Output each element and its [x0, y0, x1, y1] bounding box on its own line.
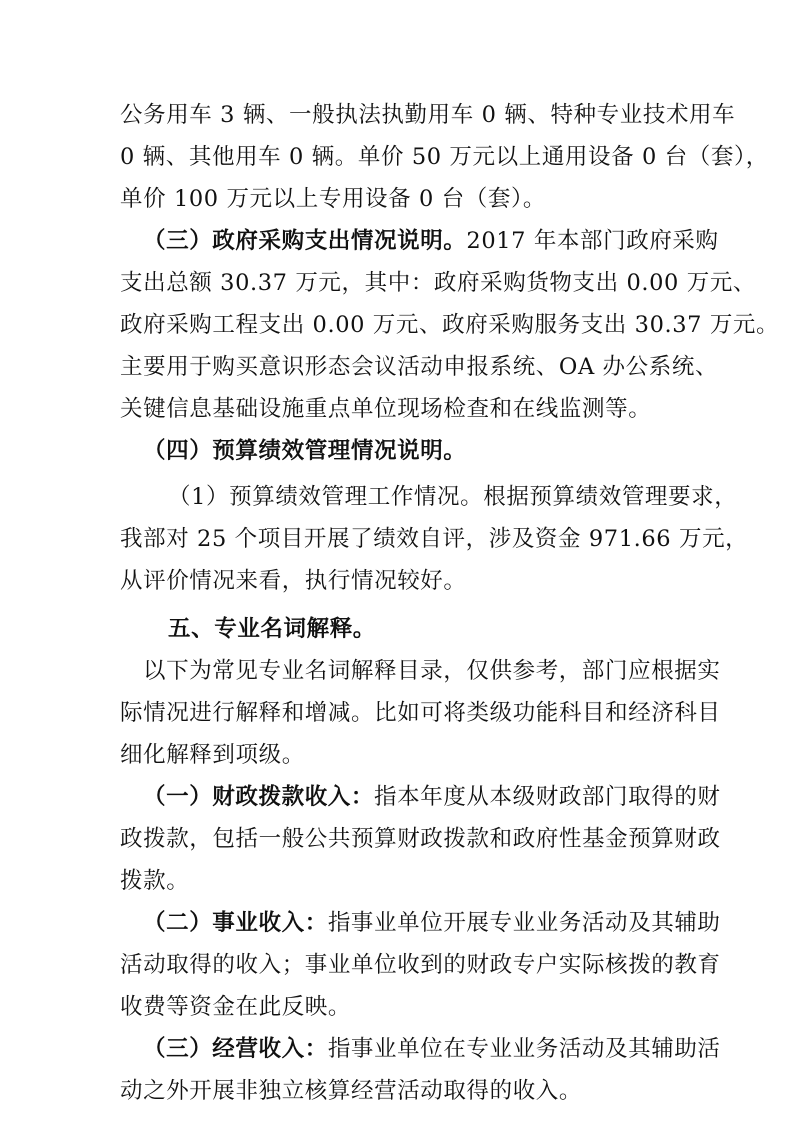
body-text-line: 政拨款，包括一般公共预算财政拨款和政府性基金预算财政: [120, 826, 721, 852]
body-text-line: 收费等资金在此反映。: [120, 994, 352, 1020]
term-label: （一）财政拨款收入：: [143, 784, 375, 810]
body-text-line: 单价 100 万元以上专用设备 0 台（套）。: [120, 186, 546, 212]
body-text-line: 细化解释到项级。: [120, 742, 305, 768]
body-text-line: 拨款。: [120, 868, 190, 894]
body-text: 指事业单位在专业业务活动及其辅助活: [327, 1036, 721, 1062]
body-text-line: 际情况进行解释和增减。比如可将类级功能科目和经济科目: [120, 700, 721, 726]
section-heading: （四）预算绩效管理情况说明。: [143, 438, 467, 464]
body-text: 2017 年本部门政府采购: [466, 228, 719, 254]
body-text-line: 0 辆、其他用车 0 辆。单价 50 万元以上通用设备 0 台（套），: [120, 144, 769, 170]
body-text: 指事业单位开展专业业务活动及其辅助: [327, 910, 721, 936]
body-text-line: 支出总额 30.37 万元，其中：政府采购货物支出 0.00 万元、: [120, 270, 757, 296]
term-label: （二）事业收入：: [143, 910, 328, 936]
body-text-line: 我部对 25 个项目开展了绩效自评，涉及资金 971.66 万元，: [120, 526, 749, 552]
term-definition: [143, 782, 721, 812]
term-label: （三）经营收入：: [143, 1036, 328, 1062]
body-text-line: 动之外开展非独立核算经营活动取得的收入。: [120, 1078, 583, 1104]
body-text-line: 从评价情况来看，执行情况较好。: [120, 568, 467, 594]
term-definition: [143, 1034, 721, 1064]
body-text-line: 主要用于购买意识形态会议活动申报系统、OA 办公系统、: [120, 354, 719, 380]
section-heading: 五、专业名词解释。: [168, 616, 376, 642]
body-text-line: 政府采购工程支出 0.00 万元、政府采购服务支出 30.37 万元。: [120, 312, 780, 338]
body-text-line: 活动取得的收入；事业单位收到的财政专户实际核拨的教育: [120, 952, 721, 978]
term-definition: [143, 908, 721, 938]
body-text: 指本年度从本级财政部门取得的财: [374, 784, 721, 810]
body-text-line: （1）预算绩效管理工作情况。根据预算绩效管理要求，: [168, 484, 738, 510]
section-heading: （三）政府采购支出情况说明。: [143, 228, 467, 254]
body-text-line: 以下为常见专业名词解释目录，仅供参考，部门应根据实: [143, 658, 721, 684]
body-text-line: 关键信息基础设施重点单位现场检查和在线监测等。: [120, 396, 652, 422]
body-text-line: 公务用车 3 辆、一般执法执勤用车 0 辆、特种专业技术用车: [120, 102, 736, 128]
section-paragraph: [143, 226, 719, 256]
